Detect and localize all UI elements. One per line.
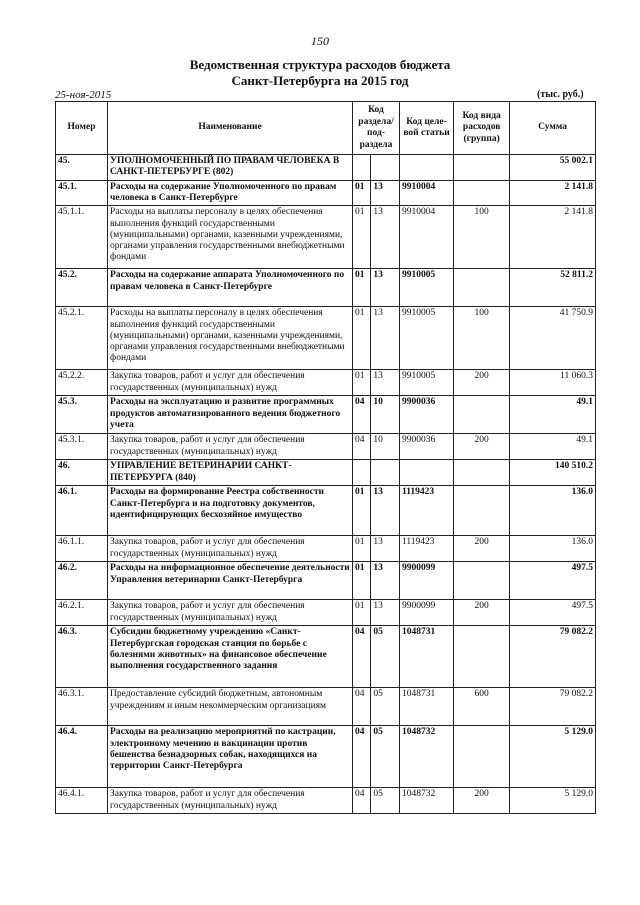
budget-table	[55, 101, 596, 814]
page-number: 150	[311, 34, 329, 48]
row-name: Субсидии бюджетному учреждению «Санкт-Петербургская городская станция по борьбе с болезнями животных» на финансовое обеспечение выполнения государственного задания	[108, 626, 353, 688]
row-target-code: 9900099	[399, 600, 453, 626]
units-label: (тыс. руб.)	[537, 89, 584, 100]
row-expense-type-code: 200	[454, 434, 510, 460]
row-number: 45.2.	[56, 269, 108, 307]
row-section-code	[353, 155, 371, 181]
row-number: 45.	[56, 155, 108, 181]
row-expense-type-code	[454, 269, 510, 307]
row-number: 46.4.	[56, 726, 108, 788]
row-name: Расходы на выплаты персоналу в целях обеспечения выполнения функций государственными (муниципальными) органами, казенными учреждениями, органами управления государственными внебюджетными фондами	[108, 307, 353, 370]
row-subsection-code	[371, 460, 400, 486]
row-target-code: 9910005	[399, 269, 453, 307]
row-subsection-code: 05	[371, 726, 400, 788]
row-expense-type-code: 100	[454, 307, 510, 370]
table-row	[56, 460, 596, 486]
table-row	[56, 181, 596, 206]
row-amount: 55 002.1	[510, 155, 596, 181]
row-target-code	[399, 460, 453, 486]
title-line-1: Ведомственная структура расходов бюджета	[189, 57, 451, 72]
table-row	[56, 688, 596, 726]
header-amount: Сумма	[510, 102, 596, 155]
row-amount: 79 082.2	[510, 626, 596, 688]
row-section-code: 01	[353, 269, 371, 307]
row-number: 46.3.	[56, 626, 108, 688]
row-section-code: 04	[353, 726, 371, 788]
row-number: 46.1.	[56, 486, 108, 536]
title-line-2: Санкт-Петербурга на 2015 год	[231, 73, 409, 88]
row-amount: 79 082.2	[510, 688, 596, 726]
row-target-code: 9910005	[399, 370, 453, 396]
row-name: Расходы на эксплуатацию и развитие программных продуктов автоматизированного ведения бюджетного учета	[108, 396, 353, 434]
table-row	[56, 536, 596, 562]
row-subsection-code: 13	[371, 562, 400, 600]
table-row	[56, 206, 596, 269]
row-target-code: 9910004	[399, 181, 453, 206]
row-number: 45.3.1.	[56, 434, 108, 460]
header-name: Наименование	[108, 102, 353, 155]
row-number: 46.2.	[56, 562, 108, 600]
row-expense-type-code: 200	[454, 370, 510, 396]
row-subsection-code: 13	[371, 269, 400, 307]
row-amount: 11 060.3	[510, 370, 596, 396]
document-date: 25-ноя-2015	[55, 89, 112, 101]
table-row	[56, 269, 596, 307]
row-number: 45.3.	[56, 396, 108, 434]
row-subsection-code	[371, 155, 400, 181]
row-section-code: 01	[353, 181, 371, 206]
table-row	[56, 434, 596, 460]
header-section: Код раздела/ под- раздела	[353, 102, 400, 155]
row-expense-type-code: 100	[454, 206, 510, 269]
row-target-code: 9910005	[399, 307, 453, 370]
row-name: Расходы на содержание аппарата Уполномоченного по правам человека в Санкт-Петербурге	[108, 269, 353, 307]
row-expense-type-code: 200	[454, 536, 510, 562]
row-amount: 5 129.0	[510, 788, 596, 814]
row-amount: 136.0	[510, 536, 596, 562]
table-row	[56, 307, 596, 370]
row-number: 45.2.2.	[56, 370, 108, 396]
row-name: УПРАВЛЕНИЕ ВЕТЕРИНАРИИ САНКТ-ПЕТЕРБУРГА (840)	[108, 460, 353, 486]
header-expense-type: Код вида расходов (группа)	[454, 102, 510, 155]
row-amount: 2 141.8	[510, 181, 596, 206]
row-amount: 497.5	[510, 600, 596, 626]
row-name: Расходы на информационное обеспечение деятельности Управления ветеринарии Санкт-Петербурга	[108, 562, 353, 600]
row-subsection-code: 05	[371, 688, 400, 726]
row-name: Предоставление субсидий бюджетным, автономным учреждениям и иным некоммерческим организациям	[108, 688, 353, 726]
table-row	[56, 600, 596, 626]
row-section-code: 01	[353, 536, 371, 562]
row-expense-type-code	[454, 626, 510, 688]
row-expense-type-code	[454, 181, 510, 206]
row-section-code: 01	[353, 206, 371, 269]
row-amount: 49.1	[510, 434, 596, 460]
row-amount: 5 129.0	[510, 726, 596, 788]
row-amount: 49.1	[510, 396, 596, 434]
row-name: УПОЛНОМОЧЕННЫЙ ПО ПРАВАМ ЧЕЛОВЕКА В САНКТ-ПЕТЕРБУРГЕ (802)	[108, 155, 353, 181]
row-target-code: 9910004	[399, 206, 453, 269]
row-number: 45.1.1.	[56, 206, 108, 269]
row-name: Расходы на реализацию мероприятий по кастрации, электронному мечению и вакцинации против бешенства безнадзорных собак, находящихся на территории Санкт-Петербурга	[108, 726, 353, 788]
row-subsection-code: 05	[371, 626, 400, 688]
row-subsection-code: 13	[371, 206, 400, 269]
row-number: 46.	[56, 460, 108, 486]
row-expense-type-code	[454, 155, 510, 181]
row-target-code: 1048731	[399, 688, 453, 726]
row-subsection-code: 13	[371, 181, 400, 206]
row-target-code: 1119423	[399, 486, 453, 536]
row-subsection-code: 13	[371, 370, 400, 396]
row-name: Расходы на формирование Реестра собственности Санкт-Петербурга и на подготовку документов, идентифицирующих бесхозяйное имущество	[108, 486, 353, 536]
row-target-code: 9900036	[399, 434, 453, 460]
row-amount: 2 141.8	[510, 206, 596, 269]
row-subsection-code: 10	[371, 434, 400, 460]
row-expense-type-code: 200	[454, 788, 510, 814]
table-row	[56, 155, 596, 181]
row-target-code: 9900099	[399, 562, 453, 600]
row-amount: 497.5	[510, 562, 596, 600]
table-row	[56, 788, 596, 814]
table-row	[56, 726, 596, 788]
row-section-code: 01	[353, 307, 371, 370]
table-row	[56, 626, 596, 688]
table-row	[56, 396, 596, 434]
table-row	[56, 562, 596, 600]
row-name: Закупка товаров, работ и услуг для обеспечения государственных (муниципальных) нужд	[108, 536, 353, 562]
row-subsection-code: 13	[371, 536, 400, 562]
row-section-code: 04	[353, 396, 371, 434]
row-number: 46.3.1.	[56, 688, 108, 726]
document-title	[0, 57, 640, 89]
row-name: Закупка товаров, работ и услуг для обеспечения государственных (муниципальных) нужд	[108, 434, 353, 460]
row-number: 46.2.1.	[56, 600, 108, 626]
row-target-code: 1119423	[399, 536, 453, 562]
header-target: Код целе- вой статьи	[399, 102, 453, 155]
row-subsection-code: 13	[371, 486, 400, 536]
row-section-code: 04	[353, 688, 371, 726]
row-target-code: 1048731	[399, 626, 453, 688]
row-number: 46.1.1.	[56, 536, 108, 562]
row-number: 45.2.1.	[56, 307, 108, 370]
row-name: Расходы на содержание Уполномоченного по правам человека в Санкт-Петербурге	[108, 181, 353, 206]
row-expense-type-code	[454, 460, 510, 486]
table-row	[56, 370, 596, 396]
row-amount: 136.0	[510, 486, 596, 536]
row-subsection-code: 13	[371, 307, 400, 370]
table-header-row	[56, 102, 596, 155]
row-section-code: 01	[353, 562, 371, 600]
row-expense-type-code	[454, 396, 510, 434]
row-number: 46.4.1.	[56, 788, 108, 814]
row-subsection-code: 13	[371, 600, 400, 626]
header-number: Номер	[56, 102, 108, 155]
row-expense-type-code: 600	[454, 688, 510, 726]
row-section-code: 01	[353, 600, 371, 626]
row-subsection-code: 05	[371, 788, 400, 814]
row-amount: 52 811.2	[510, 269, 596, 307]
row-section-code: 01	[353, 370, 371, 396]
row-expense-type-code: 200	[454, 600, 510, 626]
row-amount: 41 750.9	[510, 307, 596, 370]
row-name: Закупка товаров, работ и услуг для обеспечения государственных (муниципальных) нужд	[108, 370, 353, 396]
row-section-code	[353, 460, 371, 486]
row-section-code: 04	[353, 788, 371, 814]
row-target-code	[399, 155, 453, 181]
row-section-code: 04	[353, 626, 371, 688]
row-expense-type-code	[454, 726, 510, 788]
row-number: 45.1.	[56, 181, 108, 206]
row-target-code: 1048732	[399, 726, 453, 788]
row-expense-type-code	[454, 562, 510, 600]
row-amount: 140 510.2	[510, 460, 596, 486]
row-section-code: 04	[353, 434, 371, 460]
row-section-code: 01	[353, 486, 371, 536]
row-name: Расходы на выплаты персоналу в целях обеспечения выполнения функций государственными (муниципальными) органами, казенными учреждениями, органами управления государственными внебюджетными фондами	[108, 206, 353, 269]
row-target-code: 1048732	[399, 788, 453, 814]
table-row	[56, 486, 596, 536]
row-name: Закупка товаров, работ и услуг для обеспечения государственных (муниципальных) нужд	[108, 600, 353, 626]
row-subsection-code: 10	[371, 396, 400, 434]
row-target-code: 9900036	[399, 396, 453, 434]
row-expense-type-code	[454, 486, 510, 536]
row-name: Закупка товаров, работ и услуг для обеспечения государственных (муниципальных) нужд	[108, 788, 353, 814]
